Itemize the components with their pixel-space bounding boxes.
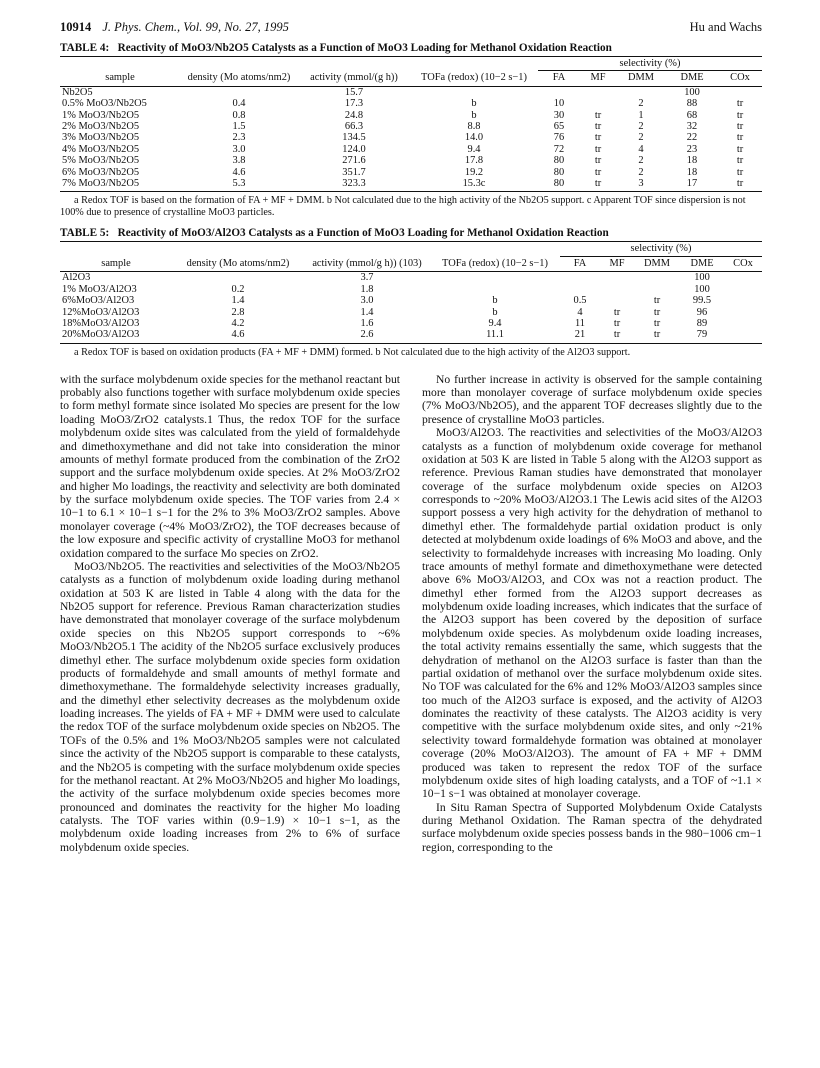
author-running-head: Hu and Wachs [689,19,762,34]
table-cell: 2.8 [231,306,245,318]
table-cell [724,329,762,343]
table-cell [616,86,666,98]
table-cell: 15.7 [344,86,364,98]
table-cell: b [492,306,498,318]
table5-col-header: density (Mo atoms/nm2) [172,256,304,271]
table-cell: tr [594,143,602,155]
table-cell: 79 [680,329,724,343]
table-cell: 2.3 [232,132,246,144]
table-cell: 15.3c [410,178,538,192]
table4-caption [60,42,762,57]
table-cell [634,272,680,284]
table-cell: Al2O3 [62,272,91,284]
table-cell [430,272,560,284]
page-number: 10914 [60,19,92,34]
table-cell: Nb2O5 [62,86,93,98]
table-cell: 80 [538,178,580,192]
page-header [60,18,762,36]
table-cell: 3.7 [360,272,374,284]
table5-col-header: FA [560,256,600,271]
table-cell: 18%MoO3/Al2O3 [62,317,140,329]
table-cell [560,284,600,295]
table-cell: 4.2 [231,317,245,329]
table-cell: 3.0 [360,295,374,307]
table4-col-header: DMM [616,71,666,86]
table-cell: tr [736,166,744,178]
table-cell: tr [736,121,744,133]
table-cell: tr [653,306,661,318]
table-cell: 30 [553,109,565,121]
table5-title: Reactivity of MoO3/Al2O3 Catalysts as a Function of MoO3 Loading for Methanol Oxidation Reaction [117,227,609,240]
body-text [60,373,762,855]
table-cell: tr [580,178,616,192]
table-cell: b [492,295,498,307]
table-cell: 72 [553,143,565,155]
table4-col-header: FA [538,71,580,86]
table4-title: Reactivity of MoO3/Nb2O5 Catalysts as a Function of MoO3 Loading for Methanol Oxidation Reaction [117,42,612,54]
table-cell: tr [736,143,744,155]
paragraph: In Situ Raman Spectra of Supported Molybdenum Oxide Catalysts during Methanol Oxidation. The Raman spectra of the dehydrated surface molybdenum oxide species possess bands in the 980−1006 cm−1 region, corresponding to the [422,800,762,854]
table5-label: TABLE 5: [60,227,110,240]
table-cell: 89 [696,317,708,329]
table-row [60,284,762,295]
table-cell: tr [594,132,602,144]
table-cell: 7% MoO3/Nb2O5 [60,178,180,192]
table4-selectivity-header: selectivity (%) [538,57,762,71]
table-cell: 9.4 [488,317,502,329]
table-cell: 80 [553,155,565,167]
table-cell: tr [718,178,762,192]
table-cell [724,295,762,306]
table-cell: tr [600,329,634,343]
table4-col-header: MF [580,71,616,86]
table-row [60,167,762,178]
paragraph: No further increase in activity is observed for the sample containing more than monolayer coverage of surface molybdenum oxide species (7% MoO3/Nb2O5), and the apparent TOF decreases slightly due to the presence of crystalline MoO3 particles. [422,372,762,426]
table-row [60,132,762,143]
table-cell: 68 [686,109,698,121]
table-row [60,155,762,166]
table-cell: 4% MoO3/Nb2O5 [62,143,140,155]
table-cell: 10 [553,98,565,110]
table-cell: 65 [553,121,565,133]
table-cell: 100 [694,283,710,295]
table-row [60,110,762,121]
table-cell: 19.2 [464,166,484,178]
table-cell: 18 [686,155,698,167]
table5-col-header: sample [60,256,172,271]
table-cell: 8.8 [467,121,481,133]
table-cell: 6%MoO3/Al2O3 [62,295,135,307]
table4-footnote: a Redox TOF is based on the formation of FA + MF + DMM. b Not calculated due to the high activity of the Nb2O5 support. c Apparent TOF since dispersion is not 100% due to presence of crystalline MoO3 particles. [60,195,746,219]
table5-col-header: DME [680,256,724,271]
table-cell: 23 [686,143,698,155]
table-cell: 1% MoO3/Nb2O5 [62,109,140,121]
table-cell: b [471,98,477,110]
table-cell: 6% MoO3/Nb2O5 [62,166,140,178]
table-cell: 2 [638,155,644,167]
table-row [60,98,762,109]
table-row [60,329,762,343]
table-cell [600,272,634,284]
table5 [60,242,762,343]
table-cell: 11.1 [430,329,560,343]
table-cell: 21 [560,329,600,343]
table-cell [634,284,680,295]
table-cell: 3.0 [232,143,246,155]
table-cell: 3% MoO3/Nb2O5 [62,132,140,144]
table-cell [600,284,634,295]
table-cell: 3 [616,178,666,192]
table4-label: TABLE 4: [60,42,110,54]
table-cell: tr [613,317,621,329]
table-cell: tr [613,306,621,318]
table-cell: b [471,109,477,121]
table-cell: 18 [686,166,698,178]
table-cell: 1% MoO3/Al2O3 [62,283,137,295]
journal-citation: J. Phys. Chem., Vol. 99, No. 27, 1995 [102,19,289,34]
table-cell: 124.0 [342,143,366,155]
table-cell: 5.3 [180,178,298,192]
table-cell: 351.7 [342,166,366,178]
table-cell: 88 [686,98,698,110]
table-cell: 100 [694,272,710,284]
table-cell: 22 [686,132,698,144]
table-cell: tr [594,109,602,121]
table-cell [724,318,762,329]
table-cell: 1.5 [232,121,246,133]
table-cell [410,86,538,98]
table4-col-header: activity (mmol/(g h)) [298,71,410,86]
table-cell [600,295,634,306]
table4 [60,57,762,192]
table4-col-header: COx [718,71,762,86]
table-cell: 96 [696,306,708,318]
table-cell: 0.5% MoO3/Nb2O5 [62,98,147,110]
table-cell: 24.8 [344,109,364,121]
table-cell: tr [736,155,744,167]
table-cell: 11 [574,317,585,329]
table-cell: 2 [638,166,644,178]
table-row [60,86,762,98]
table-cell: 2 [638,98,644,110]
table-cell: 1.4 [360,306,374,318]
table-cell: 9.4 [467,143,481,155]
table-cell: tr [653,317,661,329]
table-cell: 1.4 [231,295,245,307]
table5-col-header: activity (mmol/g h)) (103) [304,256,430,271]
table-cell: 0.5 [573,295,587,307]
table-cell: 4 [577,306,583,318]
table-cell [718,86,762,98]
table-cell: 17.3 [344,98,364,110]
table-row [60,318,762,329]
table-cell: tr [594,155,602,167]
table-cell: 66.3 [344,121,364,133]
table-cell: tr [594,121,602,133]
table-cell: tr [736,98,744,110]
table-cell: 4 [638,143,644,155]
table5-col-header: TOFa (redox) (10−2 s−1) [430,256,560,271]
table-cell: 0.8 [232,109,246,121]
table-cell: 20%MoO3/Al2O3 [60,329,172,343]
table-cell [580,98,616,109]
table-cell [724,284,762,295]
table-cell: tr [736,132,744,144]
table-cell: 323.3 [298,178,410,192]
table-cell: 32 [686,121,698,133]
table-cell: 1.6 [360,317,374,329]
table-cell: 134.5 [342,132,366,144]
table-cell: tr [634,329,680,343]
table-cell: 4.6 [172,329,304,343]
table-cell: 5% MoO3/Nb2O5 [62,155,140,167]
table-cell: tr [736,109,744,121]
table-cell: 0.4 [232,98,246,110]
table-cell: 2% MoO3/Nb2O5 [62,121,140,133]
table-cell: tr [594,166,602,178]
table-cell: 271.6 [342,155,366,167]
table-cell [172,272,304,284]
table4-col-header: TOFa (redox) (10−2 s−1) [410,71,538,86]
table-cell [430,284,560,295]
table-cell: 100 [684,86,700,98]
table5-col-header: DMM [634,256,680,271]
table-cell: 1.8 [360,283,374,295]
table-cell: 17.8 [464,155,484,167]
table5-footnote: a Redox TOF is based on oxidation products (FA + MF + DMM) formed. b Not calculated due to the high activity of the Al2O3 support. [74,346,631,358]
table-cell: tr [653,295,661,307]
table-cell: 1 [638,109,644,121]
table-cell: 12%MoO3/Al2O3 [62,306,140,318]
table-cell: 2.6 [304,329,430,343]
left-column [60,373,400,855]
table-cell [180,86,298,98]
table-cell: 4.6 [232,166,246,178]
paragraph: with the surface molybdenum oxide species for the methanol reactant but probably also functions together with surface molybdenum oxide species to form methyl formate since isolated Mo species are present for the low loading MoO3/ZrO2 catalysts.1 Thus, the redox TOF for the surface molybdenum oxide sites was calculated from the yield of formaldehyde and dimethoxymethane and did not take into consideration the minor amounts of methyl formate produced from the combination of the ZrO2 support and the surface molybdenum oxide species. At 2% MoO3/ZrO2 and higher Mo loadings, the reactivity and selectivity are both dominated by the surface molybdenum oxide species. The TOF varies from 2.4 × 10−1 to 6.1 × 10−1 s−1 for the 2% to 3% MoO3/ZrO2 samples. Above monolayer coverage (~4% MoO3/ZrO2), the TOF decreases because of the low exposure and specific activity of crystalline MoO3 for methanol oxidation compared to the surface Mo species on ZrO2. [60,372,400,560]
table-cell [724,272,762,284]
table-cell [538,86,580,98]
table4-col-header: density (Mo atoms/nm2) [180,71,298,86]
table-row [60,272,762,284]
paragraph: MoO3/Nb2O5. The reactivities and selectivities of the MoO3/Nb2O5 catalysts as a function of molybdenum oxide loading during methanol oxidation at 503 K are listed in Table 4 along with the data for the Nb2O5 support for reference. Previous Raman characterization studies have demonstrated that monolayer coverage of the surface molybdenum oxide species on this Nb2O5 support corresponds to ~6% MoO3/Nb2O5.1 The acidity of the Nb2O5 surface exclusively produces dimethyl ether. The surface molybdenum oxide species form oxidation products of formaldehyde and small amounts of methyl formate and dimethoxymethane. The formaldehyde selectivity increases gradually, and the dimethyl ether selectivity decreases as the molybdenum oxide loading increases. The yields of FA + MF + DMM were used to calculate the redox TOF of the surface molybdenum oxide species on Nb2O5. The TOFs of the 0.5% and 1% MoO3/Nb2O5 samples were not calculated since the activity of the Nb2O5 support is comparable to these catalysts, and the Nb2O5 is competing with the surface molybdenum oxide species for the methanol reactant. At 2% MoO3/Nb2O5 and higher Mo loadings, the activity of the surface molybdenum oxide species becomes more pronounced and dominates the reactivity for the higher Mo loading catalysts. The TOF varies within (0.9−1.9) × 10−1 s−1, as the molybdenum oxide loading increases from 2% to 6% of surface molybdenum oxide species. [60,559,400,854]
table5-col-header: MF [600,256,634,271]
table-cell: 2 [638,121,644,133]
table-cell [724,307,762,318]
table-cell: 2 [638,132,644,144]
table-row [60,295,762,306]
table5-col-header: COx [724,256,762,271]
table4-col-header: DME [666,71,718,86]
table-row [60,178,762,192]
table-cell: 0.2 [231,283,245,295]
table-cell: 99.5 [692,295,712,307]
table5-caption [60,227,762,242]
paragraph: MoO3/Al2O3. The reactivities and selectivities of the MoO3/Al2O3 catalysts as a function of molybdenum oxide coverage for methanol oxidation at 503 K are listed in Table 5 along with the Al2O3 support as reference. Previous Raman studies have demonstrated that monolayer coverage of the surface molybdenum oxide species on Al2O3 corresponds to ~20% MoO3/Al2O3.1 The Lewis acid sites of the Al2O3 support possess a very high activity for the dehydration of methanol to dimethyl ether. The formaldehyde partial oxidation product is only detected at molybdenum oxide loadings of 6% MoO3 and above, and the selectivity to formaldehyde increases with increasing Mo loading. Only trace amounts of methyl formate and dimethoxymethane were detected above 6% MoO3/Al2O3, and COx was not a reaction product. The dimethyl ether formed from the Al2O3 support decreases as molybdenum oxide loading increases, which indicates that the surface of the Al2O3 support has been covered by the deposition of surface molybdenum oxide species. As molybdenum oxide loading increases, the total activity remains essentially the same, which suggests that the dehydration of methanol on the Al2O3 surface is faster than than the partial oxidation of methanol over the surface molybdenum oxide sites. No TOF was calculated for the 6% and 12% MoO3/Al2O3 samples since too much of the Al2O3 surface is exposed, and the activity of Al2O3 dominates the reactivity of these catalysts. The Al2O3 acidity is very competitive with the surface molybdenum oxide sites, and only ~21% selectivity toward formaldehyde formation was obtained at monolayer coverage (20% MoO3/Al2O3). The amount of FA + MF + DMM produced was taken to represent the redox TOF of the surface molybdenum oxide sites of high loading catalysts, and a TOF of ~1.1 × 10−1 s−1 was obtained at monolayer coverage. [422,426,762,801]
journal-page [60,18,762,854]
table-cell: 17 [666,178,718,192]
table-cell: 76 [553,132,565,144]
table4-col-header: sample [60,71,180,86]
table-row [60,307,762,318]
table-row [60,121,762,132]
right-column [422,373,762,855]
table-cell: 14.0 [464,132,484,144]
table-row [60,144,762,155]
table-cell: 80 [553,166,565,178]
table-cell [560,272,600,284]
table-cell [580,86,616,98]
table5-selectivity-header: selectivity (%) [560,242,762,256]
table-cell: 3.8 [232,155,246,167]
